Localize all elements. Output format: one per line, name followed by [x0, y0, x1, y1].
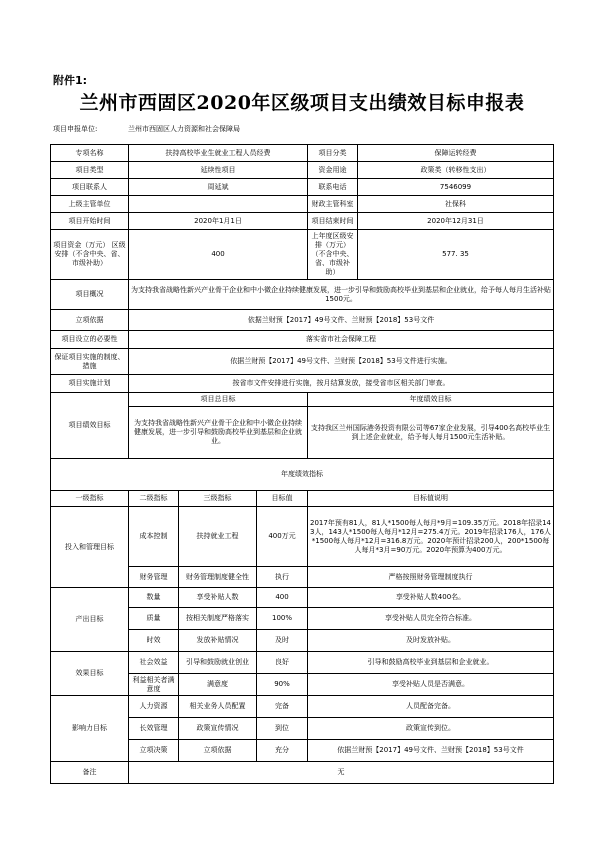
necessity-label: 项目设立的必要性 [51, 331, 129, 349]
row-indicators-title [51, 459, 554, 491]
category-label: 项目分类 [308, 145, 358, 162]
basis-value: 依据兰财预【2017】49号文件、兰财预【2018】53号文件 [129, 310, 554, 331]
page-title: 兰州市西固区2020年区级项目支出绩效目标申报表 [79, 92, 525, 114]
prev-fund-value: 577. 35 [358, 230, 554, 280]
level3-cell: 引导和鼓励就业创业 [179, 652, 257, 674]
fund-label: 项目资金（万元） 区级安排（不含中央、省、市级补助） [51, 230, 129, 280]
basis-label: 立项依据 [51, 310, 129, 331]
start-label: 项目开始时间 [51, 213, 129, 230]
row-goal-headers [51, 393, 554, 407]
target-cell: 400万元 [257, 507, 308, 567]
level1-output: 产出目标 [51, 588, 129, 652]
level3-cell: 相关业务人员配置 [179, 696, 257, 718]
row-dates [51, 213, 554, 230]
unit-value: 兰州市西固区人力资源和社会保障局 [128, 125, 240, 133]
row-necessity [51, 331, 554, 349]
level2-cell: 利益相关者满意度 [129, 674, 179, 696]
level3-cell: 政策宣传情况 [179, 718, 257, 740]
guarantee-label: 保证项目实施的制度、措施 [51, 349, 129, 375]
level3-cell: 扶持就业工程 [179, 507, 257, 567]
row-contact [51, 179, 554, 196]
level2-cell: 长效管理 [129, 718, 179, 740]
header-level1: 一级指标 [51, 491, 129, 507]
header-description: 目标值说明 [308, 491, 554, 507]
level1-effect: 效果目标 [51, 652, 129, 696]
description-cell: 及时发放补贴。 [308, 630, 554, 652]
row-basis [51, 310, 554, 331]
level2-cell: 人力资源 [129, 696, 179, 718]
description-cell: 享受补贴人员完全符合标准。 [308, 608, 554, 630]
fund-use-label: 资金用途 [308, 162, 358, 179]
row-indicator-headers [51, 491, 554, 507]
level3-cell: 满意度 [179, 674, 257, 696]
target-cell: 100% [257, 608, 308, 630]
target-cell: 良好 [257, 652, 308, 674]
table-row [51, 652, 554, 674]
target-cell: 90% [257, 674, 308, 696]
total-goal-header: 项目总目标 [129, 393, 308, 407]
category-value: 保障运转经费 [358, 145, 554, 162]
name-value: 扶持高校毕业生就业工程人员经费 [129, 145, 308, 162]
description-cell: 享受补贴人数400名。 [308, 588, 554, 608]
end-value: 2020年12月31日 [358, 213, 554, 230]
description-cell: 依据兰财预【2017】49号文件、兰财预【2018】53号文件 [308, 740, 554, 762]
level2-cell: 时效 [129, 630, 179, 652]
level2-cell: 数量 [129, 588, 179, 608]
level3-cell: 立项依据 [179, 740, 257, 762]
level1-impact: 影响力目标 [51, 696, 129, 762]
remark-value: 无 [129, 762, 554, 784]
fund-use-value: 政策类（转移性支出） [358, 162, 554, 179]
prev-fund-label: 上年度区级安排（万元）（不含中央、省、市级补助） [308, 230, 358, 280]
plan-label: 项目实施计划 [51, 375, 129, 393]
target-cell: 到位 [257, 718, 308, 740]
overview-value: 为支持我省战略性新兴产业骨干企业和中小微企业持续健康发展，进一步引导和鼓励高校毕业到基层和企业就业，给予每人每月生活补贴1500元。 [129, 280, 554, 310]
parent-label: 上级主管单位 [51, 196, 129, 213]
goals-label: 项目绩效目标 [51, 393, 129, 459]
header-level3: 三级指标 [179, 491, 257, 507]
total-goal-value: 为支持我省战略性新兴产业骨干企业和中小微企业持续健康发展，进一步引导和鼓励高校毕业到基层和企业就业。 [129, 407, 308, 459]
contact-value: 周延斌 [129, 179, 308, 196]
end-label: 项目结束时间 [308, 213, 358, 230]
row-remark [51, 762, 554, 784]
description-cell: 享受补贴人员是否满意。 [308, 674, 554, 696]
type-label: 项目类型 [51, 162, 129, 179]
level2-cell: 社会效益 [129, 652, 179, 674]
row-type [51, 162, 554, 179]
guarantee-value: 依据兰财预【2017】49号文件、兰财预【2018】53号文件进行实施。 [129, 349, 554, 375]
row-parent [51, 196, 554, 213]
annual-goal-header: 年度绩效目标 [308, 393, 554, 407]
overview-label: 项目概况 [51, 280, 129, 310]
level3-cell: 按相关制度严格落实 [179, 608, 257, 630]
indicators-section-title: 年度绩效指标 [51, 459, 554, 491]
target-cell: 及时 [257, 630, 308, 652]
type-value: 延续性项目 [129, 162, 308, 179]
finance-label: 财政主管科室 [308, 196, 358, 213]
level2-cell: 成本控制 [129, 507, 179, 567]
description-cell: 政策宣传到位。 [308, 718, 554, 740]
remark-label: 备注 [51, 762, 129, 784]
parent-value [129, 196, 308, 213]
header-target: 目标值 [257, 491, 308, 507]
contact-label: 项目联系人 [51, 179, 129, 196]
header-level2: 二级指标 [129, 491, 179, 507]
performance-table [50, 144, 554, 784]
row-overview [51, 280, 554, 310]
attachment-label: 附件1: [53, 74, 88, 87]
row-fund [51, 230, 554, 280]
level3-cell: 享受补贴人数 [179, 588, 257, 608]
level3-cell: 发放补贴情况 [179, 630, 257, 652]
plan-value: 按省市文件安排进行实施，按月结算发放，接受省市区相关部门审查。 [129, 375, 554, 393]
annual-goal-value: 支持我区兰州国际港务投资有限公司等67家企业发展，引导400名高校毕业生到上述企业就业，给予每人每月1500元生活补贴。 [308, 407, 554, 459]
level1-input: 投入和管理目标 [51, 507, 129, 588]
table-row [51, 507, 554, 567]
description-cell: 严格按照财务管理制度执行 [308, 567, 554, 588]
finance-value: 社保科 [358, 196, 554, 213]
row-guarantee [51, 349, 554, 375]
target-cell: 执行 [257, 567, 308, 588]
description-cell: 2017年预有81人，81人*1500每人每月*9月=109.35万元。2018年招录143人，143人*1500每人每月*12月=275.4万元。2019年招录176人，176人*1500每人每月*12月=316.8万元。2020年预计招录200人，200*1500每人每月*3月=90万元。2020年预算为400万元。 [308, 507, 554, 567]
phone-label: 联系电话 [308, 179, 358, 196]
level2-cell: 立项决策 [129, 740, 179, 762]
table-row [51, 696, 554, 718]
level2-cell: 质量 [129, 608, 179, 630]
start-value: 2020年1月1日 [129, 213, 308, 230]
name-label: 专项名称 [51, 145, 129, 162]
description-cell: 人员配备完备。 [308, 696, 554, 718]
table-row [51, 588, 554, 608]
description-cell: 引导和鼓励高校毕业到基层和企业就业。 [308, 652, 554, 674]
level2-cell: 财务管理 [129, 567, 179, 588]
row-plan [51, 375, 554, 393]
target-cell: 充分 [257, 740, 308, 762]
level3-cell: 财务管理制度健全性 [179, 567, 257, 588]
unit-label: 项目申报单位: [53, 125, 98, 133]
fund-value: 400 [129, 230, 308, 280]
necessity-value: 落实省市社会保障工程 [129, 331, 554, 349]
target-cell: 完备 [257, 696, 308, 718]
phone-value: 7546099 [358, 179, 554, 196]
row-name [51, 145, 554, 162]
target-cell: 400 [257, 588, 308, 608]
